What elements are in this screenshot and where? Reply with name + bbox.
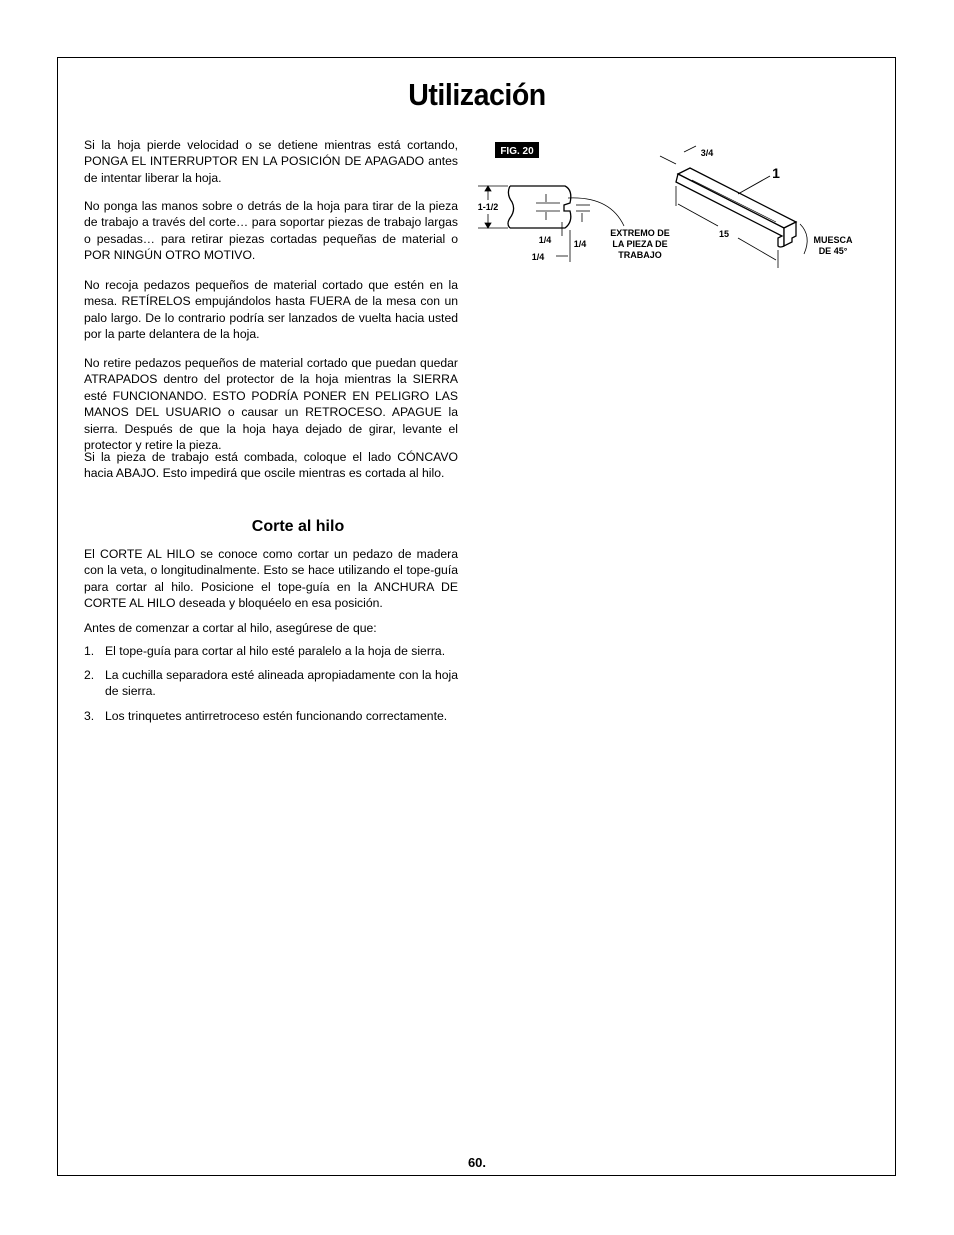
dimension-notch-width: 1/4 [573, 239, 587, 249]
page-title: Utilización [408, 77, 546, 112]
callout-end-line-2: LA PIEZA DE [612, 239, 668, 249]
dimension-notch-offset: 1/4 [531, 252, 545, 262]
callout-end-line-1: EXTREMO DE [610, 228, 670, 238]
section-heading: Corte al hilo [251, 518, 345, 535]
paragraph-blade-stall: Si la hoja pierde velocidad o se detiene mientras está cortando, PONGA EL INTERRUPTOR EN LA POSICIÓN DE APAGADO antes de intentar liberar la hoja. [84, 138, 458, 185]
paragraph-trapped-pieces: No retire pedazos pequeños de material cortado que puedan quedar ATRAPADOS dentro del protector de la hoja mientras la SIERRA esté FUNCIONANDO. ESTO PODRÍA PONER EN PELIGRO LAS MANOS DEL USUARIO o causar un RETROCESO. APAGUE la sierra. Después de que la hoja haya dejado de girar, levante el protector y retire la pieza. [84, 356, 458, 453]
workpiece-end-view [508, 186, 571, 228]
page-number: 60. [467, 1155, 487, 1170]
paragraph-before-ripping: Antes de comenzar a cortar al hilo, asegúrese de que: [84, 621, 377, 635]
list-item-number: 3. [84, 709, 95, 723]
dimension-thickness [660, 146, 696, 164]
figure-label: FIG. 20 [500, 146, 534, 157]
callout-notch-line-1: MUESCA [813, 235, 853, 245]
callout-number: 1 [772, 165, 780, 181]
list-item-number: 1. [84, 644, 95, 658]
list-item-text: El tope-guía para cortar al hilo esté paralelo a la hoja de sierra. [105, 644, 446, 658]
list-item-number: 2. [84, 668, 95, 682]
dimension-thickness-label: 3/4 [700, 148, 714, 158]
callout-notch-line-2: DE 45° [818, 246, 848, 256]
notch-angle-arc [800, 224, 807, 254]
list-item [84, 708, 458, 724]
list-item-text: La cuchilla separadora esté alineada apropiadamente con la hoja de sierra. [105, 668, 458, 699]
figure-20 [470, 138, 870, 268]
dimension-notch-depth: 1/4 [538, 235, 552, 245]
paragraph-warped-piece: Si la pieza de trabajo está combada, coloque el lado CÓNCAVO hacia ABAJO. Esto impedirá que oscile mientras es cortada al hilo. [84, 450, 458, 481]
list-item [84, 643, 458, 659]
paragraph-hands-warning: No ponga las manos sobre o detrás de la hoja para tirar de la pieza de trabajo a través del corte… para soportar piezas de trabajo largas o pesadas… para retirar piezas cortadas pequeñas de material o POR NINGÚN OTRO MOTIVO. [84, 199, 458, 263]
callout-end-line-3: TRABAJO [618, 250, 662, 260]
list-item [84, 667, 458, 700]
paragraph-rip-cut-definition: El CORTE AL HILO se conoce como cortar un pedazo de madera con la veta, o longitudinalmente. Esto se hace utilizando el tope-guía para cortar al hilo. Posicione el tope-guía en la ANCHURA DE CORTE AL HILO deseada y bloquéelo en esa posición. [84, 547, 458, 611]
paragraph-small-pieces-table: No recoja pedazos pequeños de material cortado que estén en la mesa. RETÍRELOS empujándolos hasta FUERA de la mesa con un palo largo. De lo contrario podría ser lanzados de vuelta hacia usted por la parte delantera de la hoja. [84, 278, 458, 342]
callout-leader-1 [738, 176, 770, 194]
dimension-height-label: 1-1/2 [477, 202, 499, 212]
list-item-text: Los trinquetes antirretroceso estén funcionando correctamente. [105, 709, 448, 723]
leader-line-end [568, 198, 624, 226]
push-stick-edge [692, 180, 776, 222]
dimension-length-label: 15 [718, 229, 730, 239]
